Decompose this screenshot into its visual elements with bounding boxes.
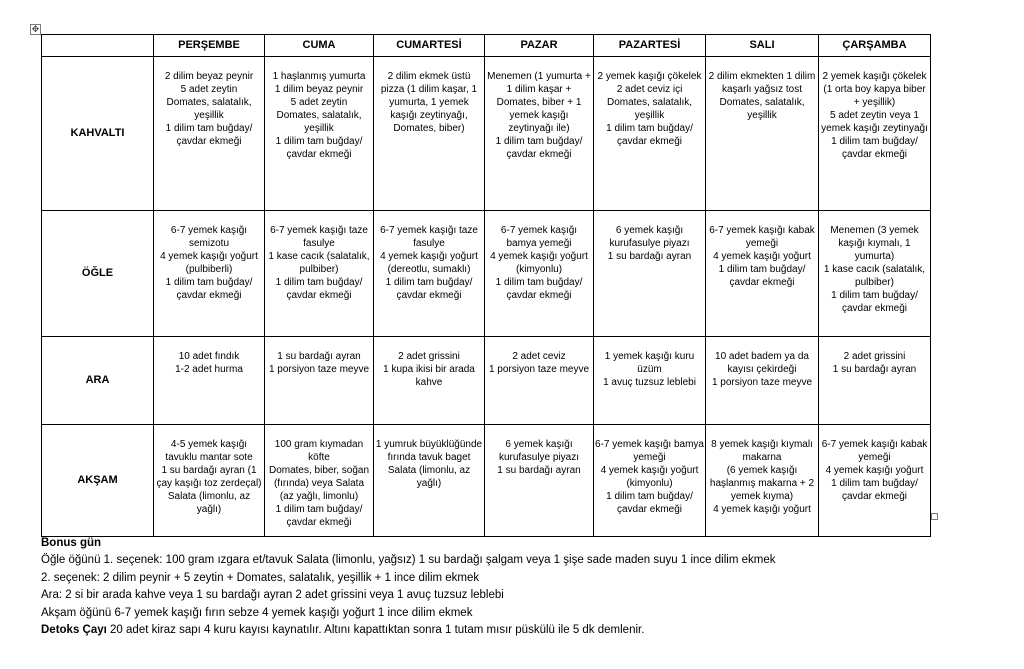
menu-item-line: Domates, biber, soğan (fırında) veya Salata (az yağlı, limonlu): [268, 465, 370, 502]
menu-item-line: 1 su bardağı ayran: [832, 364, 917, 375]
bonus-line: Ara: 2 si bir arada kahve veya 1 su bardağı ayran 2 adet grissini veya 1 avuç tuzsuz leblebi: [41, 589, 504, 602]
menu-cell: [265, 211, 374, 337]
menu-item-line: Domates, salatalık, yeşillik: [276, 110, 362, 134]
menu-cell: [819, 57, 931, 211]
menu-item-line: 6-7 yemek kaşığı kabak yemeği: [709, 225, 815, 249]
day-header: PAZAR: [485, 35, 594, 57]
menu-cell: [265, 425, 374, 537]
table-resize-handle-icon[interactable]: [931, 513, 938, 520]
menu-cell-content: [595, 425, 704, 516]
menu-cell: [485, 337, 594, 425]
menu-cell: [154, 337, 265, 425]
menu-cell: [154, 57, 265, 211]
menu-item-line: 1 su bardağı ayran (1 çay kaşığı toz zerdeçal): [156, 465, 262, 489]
menu-cell-content: [820, 425, 929, 503]
menu-cell: [485, 211, 594, 337]
day-header: CUMA: [265, 35, 374, 57]
menu-item-line: 2 dilim ekmek üstü pizza (1 dilim kaşar, 1 yumurta, 1 yemek kaşığı zeytinyağı, Domates, biber): [380, 71, 478, 134]
menu-item-line: 2 adet ceviz: [512, 351, 566, 362]
menu-item-line: 1 su bardağı ayran: [607, 251, 692, 262]
menu-cell-content: [486, 337, 592, 376]
menu-item-line: 1 dilim tam buğday/çavdar ekmeği: [495, 136, 583, 160]
menu-item-line: 6-7 yemek kaşığı bamya yemeği: [595, 439, 704, 463]
menu-item-line: 2 dilim beyaz peynir: [164, 71, 254, 82]
menu-item-line: 4 yemek kaşığı yoğurt (pulbiberli): [160, 251, 258, 275]
day-header: ÇARŞAMBA: [819, 35, 931, 57]
header-corner-cell: [42, 35, 154, 57]
menu-item-line: 1 dilim tam buğday/çavdar ekmeği: [275, 504, 363, 528]
menu-cell-content: [486, 211, 592, 302]
table-move-handle-icon[interactable]: ✥: [31, 24, 40, 34]
menu-item-line: 4-5 yemek kaşığı tavuklu mantar sote: [165, 439, 253, 463]
menu-item-line: 1 dilim tam buğday/çavdar ekmeği: [495, 277, 583, 301]
menu-cell-content: [820, 57, 929, 161]
menu-item-line: 1-2 adet hurma: [175, 364, 243, 375]
menu-item-line: Menemen (3 yemek kaşığı kıymalı, 1 yumurta): [830, 225, 919, 262]
menu-cell-content: [155, 211, 263, 302]
menu-item-line: 4 yemek kaşığı yoğurt (kimyonlu): [600, 465, 699, 489]
menu-item-line: Salata (limonlu, az yağlı): [387, 465, 471, 489]
meal-label: AKŞAM: [42, 425, 154, 537]
menu-item-line: Domates, salatalık, yeşillik: [166, 97, 252, 121]
menu-item-line: 2 adet ceviz içi: [616, 84, 683, 95]
menu-cell: [374, 57, 485, 211]
menu-item-line: 6 yemek kaşığı kurufasulye piyazı: [609, 225, 690, 249]
menu-item-line: 4 yemek kaşığı yoğurt: [825, 465, 924, 476]
menu-item-line: 1 yemek kaşığı kuru üzüm: [604, 351, 695, 375]
menu-cell-content: [595, 57, 704, 148]
menu-cell-content: [266, 425, 372, 529]
menu-cell-content: [707, 337, 817, 389]
day-header: CUMARTESİ: [374, 35, 485, 57]
menu-item-line: 1 yumruk büyüklüğünde fırında tavuk baget: [375, 439, 483, 463]
bonus-section: [41, 535, 1001, 639]
menu-cell: [594, 425, 706, 537]
day-header: PAZARTESİ: [594, 35, 706, 57]
menu-cell: [154, 211, 265, 337]
menu-item-line: 1 dilim tam buğday/çavdar ekmeği: [385, 277, 473, 301]
bonus-line: Akşam öğünü 6-7 yemek kaşığı fırın sebze 4 yemek kaşığı yoğurt 1 ince dilim ekmek: [41, 606, 473, 619]
menu-cell-content: [375, 337, 483, 389]
menu-item-line: 1 porsiyon taze meyve: [711, 377, 813, 388]
menu-cell: [594, 211, 706, 337]
menu-cell-content: [595, 337, 704, 389]
meal-label: KAHVALTI: [42, 57, 154, 211]
menu-cell: [374, 337, 485, 425]
day-header: SALI: [706, 35, 819, 57]
day-header: PERŞEMBE: [154, 35, 265, 57]
menu-item-line: 5 adet zeytin: [180, 84, 238, 95]
menu-item-line: 6-7 yemek kaşığı taze fasulye: [270, 225, 368, 249]
menu-item-line: 5 adet zeytin: [290, 97, 348, 108]
menu-item-line: 6 yemek kaşığı kurufasulye piyazı: [498, 439, 580, 463]
menu-cell: [819, 211, 931, 337]
menu-cell-content: [707, 57, 817, 122]
menu-cell-content: [486, 425, 592, 477]
menu-item-line: 5 adet zeytin veya 1 yemek kaşığı zeytinyağı: [821, 110, 928, 134]
menu-cell-content: [375, 425, 483, 490]
meal-label: ARA: [42, 337, 154, 425]
menu-cell-content: [486, 57, 592, 161]
menu-cell-content: [820, 211, 929, 315]
menu-item-line: Menemen (1 yumurta + 1 dilim kaşar + Domates, biber + 1 yemek kaşığı zeytinyağı ile): [487, 71, 591, 134]
menu-cell-content: [707, 211, 817, 289]
menu-item-line: 1 su bardağı ayran: [497, 465, 581, 476]
menu-item-line: 1 dilim tam buğday/çavdar ekmeği: [606, 491, 693, 515]
menu-cell-content: [155, 57, 263, 148]
menu-item-line: 2 adet grissini: [398, 351, 460, 362]
menu-item-line: 10 adet badem ya da kayısı çekirdeği: [715, 351, 809, 375]
menu-item-line: 2 yemek kaşığı çökelek: [597, 71, 702, 82]
meal-row: [42, 211, 931, 337]
menu-item-line: Salata (limonlu, az yağlı): [167, 491, 251, 515]
menu-item-line: 1 dilim tam buğday/çavdar ekmeği: [831, 290, 918, 314]
menu-cell-content: [375, 57, 483, 135]
menu-cell: [265, 57, 374, 211]
menu-cell-content: [266, 57, 372, 161]
menu-item-line: Domates, salatalık, yeşillik: [606, 97, 693, 121]
menu-item-line: 6-7 yemek kaşığı taze fasulye: [380, 225, 478, 249]
menu-item-line: 1 avuç tuzsuz leblebi: [603, 377, 696, 388]
menu-cell: [706, 57, 819, 211]
menu-cell-content: [707, 425, 817, 516]
menu-item-line: 6-7 yemek kaşığı semizotu: [170, 225, 248, 249]
menu-cell: [706, 337, 819, 425]
menu-cell: [265, 337, 374, 425]
menu-cell: [819, 337, 931, 425]
menu-item-line: 4 yemek kaşığı yoğurt (kimyonlu): [490, 251, 588, 275]
menu-item-line: 2 adet grissini: [843, 351, 906, 362]
menu-cell-content: [820, 337, 929, 376]
menu-item-line: 1 dilim tam buğday/çavdar ekmeği: [165, 123, 253, 147]
menu-cell-content: [266, 337, 372, 376]
menu-cell: [819, 425, 931, 537]
detox-label: Detoks Çayı: [41, 624, 107, 637]
menu-item-line: 4 yemek kaşığı yoğurt: [713, 251, 811, 262]
menu-item-line: 4 yemek kaşığı yoğurt (dereotlu, sumaklı): [380, 251, 478, 275]
menu-item-line: 1 dilim tam buğday/çavdar ekmeği: [606, 123, 693, 147]
menu-cell-content: [155, 337, 263, 376]
menu-item-line: 1 dilim tam buğday/çavdar ekmeği: [831, 478, 918, 502]
menu-item-line: 1 kupa ikisi bir arada kahve: [383, 364, 475, 388]
menu-cell: [485, 425, 594, 537]
detox-text: 20 adet kiraz sapı 4 kuru kayısı kaynatılır. Altını kapattıktan sonra 1 tutam mısır püskülü ile 5 dk demlenir.: [106, 624, 645, 637]
menu-item-line: 1 su bardağı ayran: [277, 351, 361, 362]
menu-cell-content: [155, 425, 263, 516]
menu-cell: [374, 211, 485, 337]
meal-row: [42, 57, 931, 211]
menu-item-line: 2 yemek kaşığı çökelek (1 orta boy kapya biber + yeşillik): [822, 71, 927, 108]
menu-cell: [706, 425, 819, 537]
menu-item-line: 1 porsiyon taze meyve: [268, 364, 370, 375]
menu-item-line: 1 dilim tam buğday/çavdar ekmeği: [275, 277, 363, 301]
menu-cell: [154, 425, 265, 537]
menu-item-line: 10 adet fındık: [178, 351, 240, 362]
bonus-line: Öğle öğünü 1. seçenek: 100 gram ızgara et/tavuk Salata (limonlu, yağsız) 1 su bardağı şalgam veya 1 şişe sade maden suyu 1 ince dilim ekmek: [41, 554, 776, 567]
menu-item-line: 4 yemek kaşığı yoğurt: [713, 504, 811, 515]
menu-cell: [485, 57, 594, 211]
menu-cell: [706, 211, 819, 337]
menu-cell: [374, 425, 485, 537]
menu-item-line: 8 yemek kaşığı kıymalı makarna: [711, 439, 813, 463]
meal-label: ÖĞLE: [42, 211, 154, 337]
menu-item-line: 1 porsiyon taze meyve: [488, 364, 590, 375]
diet-table: [41, 34, 931, 537]
bonus-title: Bonus gün: [41, 537, 102, 549]
menu-item-line: (6 yemek kaşığı haşlanmış makarna + 2 yemek kıyma): [709, 465, 815, 502]
menu-item-line: 2 dilim ekmekten 1 dilim kaşarlı yağsız tost: [708, 71, 816, 95]
bonus-line: 2. seçenek: 2 dilim peynir + 5 zeytin + Domates, salatalık, yeşillik + 1 ince dilim ekmek: [41, 571, 480, 584]
menu-cell-content: [375, 211, 483, 302]
menu-item-line: 100 gram kıymadan köfte: [274, 439, 364, 463]
menu-item-line: 1 haşlanmış yumurta: [272, 71, 366, 82]
menu-item-line: 1 dilim tam buğday/çavdar ekmeği: [165, 277, 253, 301]
menu-item-line: 1 dilim tam buğday/çavdar ekmeği: [831, 136, 918, 160]
menu-cell: [594, 57, 706, 211]
menu-item-line: 6-7 yemek kaşığı bamya yemeği: [500, 225, 578, 249]
menu-item-line: 1 dilim beyaz peynir: [274, 84, 364, 95]
menu-item-line: 6-7 yemek kaşığı kabak yemeği: [821, 439, 928, 463]
menu-item-line: 1 dilim tam buğday/çavdar ekmeği: [275, 136, 363, 160]
menu-cell: [594, 337, 706, 425]
menu-item-line: 1 kase cacık (salatalık, pulbiber): [823, 264, 926, 288]
meal-row: [42, 337, 931, 425]
menu-cell-content: [266, 211, 372, 302]
menu-cell-content: [595, 211, 704, 263]
detox-line: [41, 622, 1001, 639]
menu-item-line: Domates, salatalık, yeşillik: [719, 97, 805, 121]
meal-row: [42, 425, 931, 537]
menu-item-line: 1 kase cacık (salatalık, pulbiber): [268, 251, 370, 275]
table-header-row: [42, 35, 931, 57]
menu-item-line: 1 dilim tam buğday/çavdar ekmeği: [718, 264, 806, 288]
